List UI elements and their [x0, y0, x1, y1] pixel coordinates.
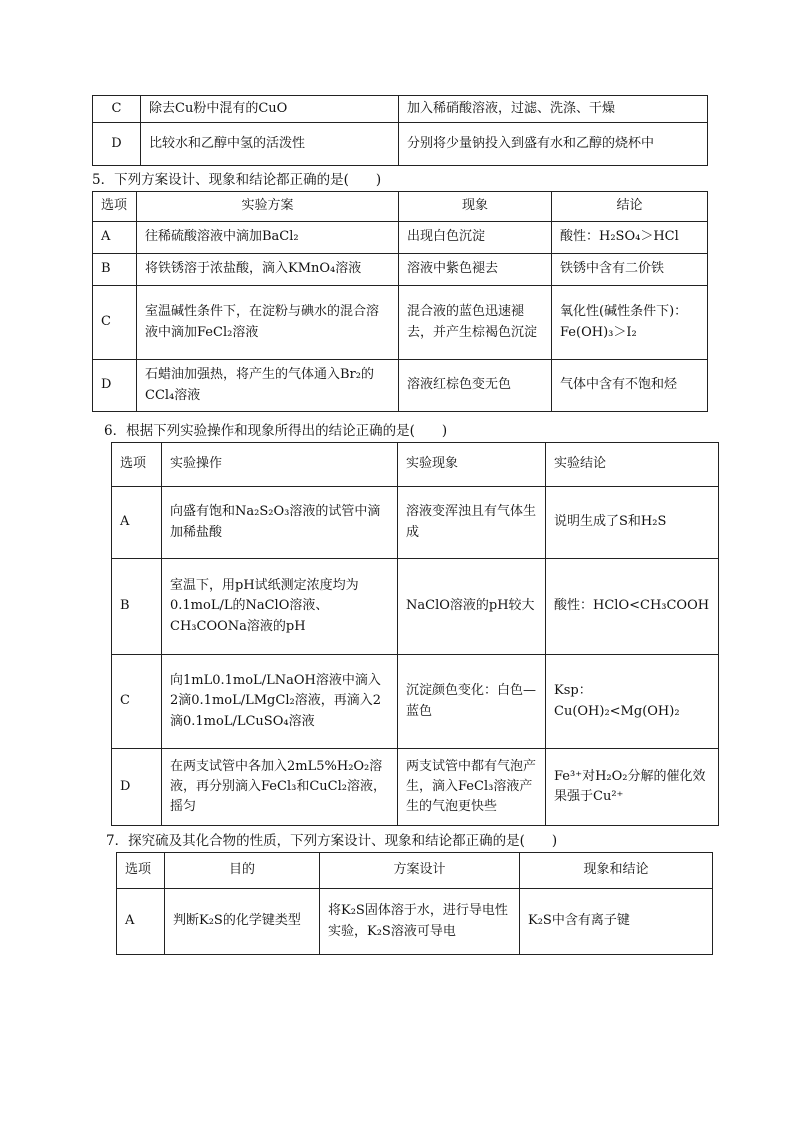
conclusion-cell: 酸性：HClO<CH₃COOH	[546, 559, 719, 655]
option-cell: C	[93, 96, 141, 123]
goal-cell: 判断K₂S的化学键类型	[165, 889, 320, 955]
header-phenomenon: 实验现象	[398, 443, 546, 487]
table-row	[93, 286, 708, 360]
goal-cell: 比较水和乙醇中氢的活泼性	[141, 123, 399, 166]
header-conclusion: 结论	[552, 192, 708, 222]
question-6-stem: 6．根据下列实验操作和现象所得出的结论正确的是( )	[104, 423, 448, 439]
table-row	[93, 123, 708, 166]
phenomenon-cell: 沉淀颜色变化：白色—蓝色	[398, 655, 546, 749]
header-result: 现象和结论	[520, 853, 713, 889]
operation-cell: 室温下，用pH试纸测定浓度均为0.1moL/L的NaClO溶液、CH₃COONa溶液的pH	[162, 559, 398, 655]
table-q7	[116, 852, 713, 955]
goal-cell: 除去Cu粉中混有的CuO	[141, 96, 399, 123]
table-row	[117, 889, 713, 955]
question-5-stem: 5．下列方案设计、现象和结论都正确的是( )	[92, 172, 382, 188]
header-operation: 实验操作	[162, 443, 398, 487]
operation-cell: 向1mL0.1moL/LNaOH溶液中滴入2滴0.1moL/LMgCl₂溶液，再滴入2滴0.1moL/LCuSO₄溶液	[162, 655, 398, 749]
option-cell: D	[93, 123, 141, 166]
operation-cell: 在两支试管中各加入2mL5%H₂O₂溶液，再分别滴入FeCl₃和CuCl₂溶液，摇匀	[162, 749, 398, 826]
design-cell: 分别将少量钠投入到盛有水和乙醇的烧杯中	[399, 123, 708, 166]
design-cell: 将K₂S固体溶于水，进行导电性实验，K₂S溶液可导电	[320, 889, 520, 955]
conclusion-cell: 说明生成了S和H₂S	[546, 487, 719, 559]
phenomenon-cell: 溶液红棕色变无色	[399, 360, 552, 412]
option-cell: A	[112, 487, 162, 559]
option-cell: D	[93, 360, 137, 412]
plan-cell: 石蜡油加强热，将产生的气体通入Br₂的CCl₄溶液	[137, 360, 399, 412]
phenomenon-cell: 溶液变浑浊且有气体生成	[398, 487, 546, 559]
option-cell: B	[93, 254, 137, 286]
header-design: 方案设计	[320, 853, 520, 889]
design-cell: 加入稀硝酸溶液，过滤、洗涤、干燥	[399, 96, 708, 123]
table-header-row	[112, 443, 719, 487]
conclusion-cell: 气体中含有不饱和烃	[552, 360, 708, 412]
conclusion-cell: Fe³⁺对H₂O₂分解的催化效果强于Cu²⁺	[546, 749, 719, 826]
result-cell: K₂S中含有离子键	[520, 889, 713, 955]
table-q6	[111, 442, 719, 826]
table-header-row	[117, 853, 713, 889]
option-cell: C	[112, 655, 162, 749]
phenomenon-cell: NaClO溶液的pH较大	[398, 559, 546, 655]
phenomenon-cell: 溶液中紫色褪去	[399, 254, 552, 286]
option-cell: A	[117, 889, 165, 955]
option-cell: C	[93, 286, 137, 360]
option-cell: D	[112, 749, 162, 826]
table-row	[93, 254, 708, 286]
conclusion-cell: 铁锈中含有二价铁	[552, 254, 708, 286]
conclusion-cell: 氧化性(碱性条件下)：Fe(OH)₃＞I₂	[552, 286, 708, 360]
header-plan: 实验方案	[137, 192, 399, 222]
option-cell: A	[93, 222, 137, 254]
table-header-row	[93, 192, 708, 222]
header-option: 选项	[112, 443, 162, 487]
table-row	[112, 655, 719, 749]
table-row	[93, 222, 708, 254]
header-option: 选项	[93, 192, 137, 222]
conclusion-cell: Ksp：Cu(OH)₂<Mg(OH)₂	[546, 655, 719, 749]
question-7-stem: 7．探究硫及其化合物的性质，下列方案设计、现象和结论都正确的是( )	[106, 833, 558, 849]
table-row	[93, 96, 708, 123]
plan-cell: 往稀硫酸溶液中滴加BaCl₂	[137, 222, 399, 254]
table-q5	[92, 191, 708, 412]
operation-cell: 向盛有饱和Na₂S₂O₃溶液的试管中滴加稀盐酸	[162, 487, 398, 559]
header-phenomenon: 现象	[399, 192, 552, 222]
header-option: 选项	[117, 853, 165, 889]
header-conclusion: 实验结论	[546, 443, 719, 487]
phenomenon-cell: 混合液的蓝色迅速褪去，并产生棕褐色沉淀	[399, 286, 552, 360]
table-row	[112, 487, 719, 559]
phenomenon-cell: 两支试管中都有气泡产生，滴入FeCl₃溶液产生的气泡更快些	[398, 749, 546, 826]
header-goal: 目的	[165, 853, 320, 889]
option-cell: B	[112, 559, 162, 655]
table-row	[93, 360, 708, 412]
phenomenon-cell: 出现白色沉淀	[399, 222, 552, 254]
table-row	[112, 749, 719, 826]
plan-cell: 将铁锈溶于浓盐酸，滴入KMnO₄溶液	[137, 254, 399, 286]
conclusion-cell: 酸性：H₂SO₄＞HCl	[552, 222, 708, 254]
table-top	[92, 95, 708, 166]
plan-cell: 室温碱性条件下，在淀粉与碘水的混合溶液中滴加FeCl₂溶液	[137, 286, 399, 360]
table-row	[112, 559, 719, 655]
